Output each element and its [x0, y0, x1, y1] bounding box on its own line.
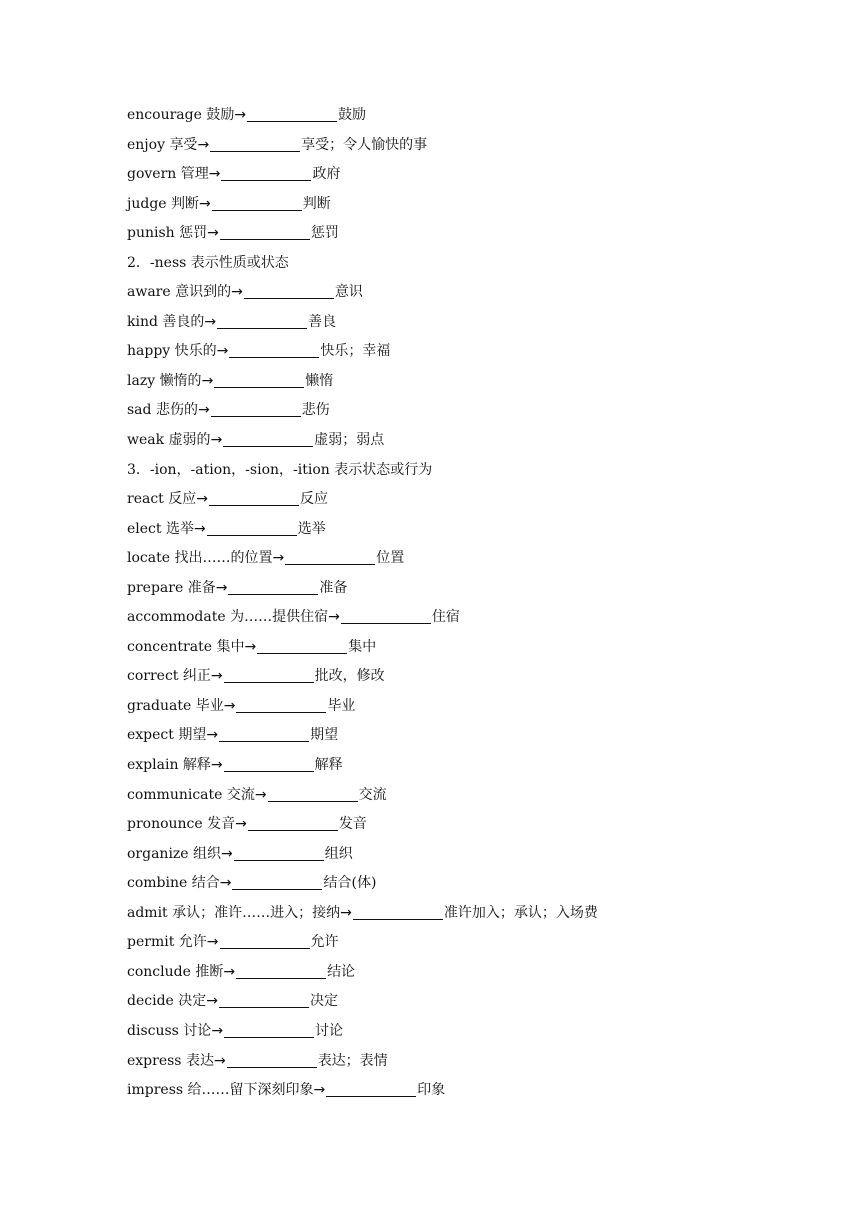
arrow-icon: →	[210, 668, 223, 685]
derived-meaning: 解释	[314, 757, 343, 774]
vocab-meaning: 推断	[195, 963, 224, 980]
vocab-word: judge	[127, 195, 167, 212]
vocab-word: correct	[127, 668, 179, 685]
vocab-meaning: 承认；准许……进入；接纳	[172, 904, 341, 921]
arrow-icon: →	[231, 284, 243, 301]
derived-meaning: 组织	[324, 845, 353, 862]
arrow-icon: →	[272, 550, 285, 567]
arrow-icon: →	[210, 757, 223, 774]
arrow-icon: →	[234, 107, 247, 123]
answer-blank[interactable]	[326, 1095, 416, 1097]
answer-blank[interactable]	[268, 800, 358, 802]
derived-meaning: 表达；表情	[317, 1052, 388, 1069]
vocab-meaning: 快乐的	[174, 343, 217, 360]
vocab-word: aware	[127, 284, 171, 301]
vocab-word: impress	[127, 1082, 184, 1099]
vocab-word: discuss	[127, 1022, 179, 1039]
arrow-icon: →	[223, 963, 236, 980]
vocab-meaning: 讨论	[183, 1022, 212, 1039]
answer-blank[interactable]	[229, 356, 319, 358]
vocab-meaning: 结合	[191, 875, 220, 892]
answer-blank[interactable]	[223, 445, 313, 447]
derived-meaning: 善良	[308, 313, 337, 330]
vocab-word: prepare	[127, 579, 184, 596]
answer-blank[interactable]	[224, 681, 314, 683]
derived-meaning: 虚弱；弱点	[314, 432, 385, 449]
vocab-item	[127, 131, 820, 161]
vocab-meaning: 悲伤的	[155, 402, 198, 419]
answer-blank[interactable]	[341, 622, 431, 624]
vocab-meaning: 善良的	[162, 313, 205, 330]
vocab-word: communicate	[127, 786, 223, 803]
arrow-icon: →	[244, 638, 257, 655]
section-heading-text: 2．-ness 表示性质或状态	[127, 254, 289, 271]
arrow-icon: →	[201, 372, 214, 389]
vocab-item	[127, 160, 820, 190]
vocab-word: punish	[127, 225, 175, 242]
arrow-icon: →	[254, 786, 267, 803]
answer-blank[interactable]	[244, 297, 334, 299]
arrow-icon: →	[208, 166, 221, 183]
arrow-icon: →	[219, 875, 232, 892]
section-heading	[127, 456, 820, 486]
answer-blank[interactable]	[220, 238, 310, 240]
vocab-meaning: 交流	[226, 786, 255, 803]
answer-blank[interactable]	[217, 327, 307, 329]
answer-blank[interactable]	[234, 859, 324, 861]
answer-blank[interactable]	[210, 150, 300, 152]
arrow-icon: →	[207, 225, 219, 242]
derived-meaning: 批改，修改	[314, 668, 385, 685]
derived-meaning: 讨论	[315, 1022, 344, 1039]
answer-blank[interactable]	[257, 652, 347, 654]
vocab-word: elect	[127, 520, 162, 537]
derived-meaning: 快乐；幸福	[320, 343, 391, 360]
vocab-item	[127, 190, 820, 220]
arrow-icon: →	[216, 343, 229, 360]
answer-blank[interactable]	[353, 918, 443, 920]
answer-blank[interactable]	[285, 563, 375, 565]
derived-meaning: 结论	[327, 963, 356, 980]
vocab-meaning: 期望	[178, 727, 207, 744]
vocab-item	[127, 396, 820, 426]
vocab-item	[127, 1017, 820, 1047]
vocab-item	[127, 751, 820, 781]
vocab-meaning: 纠正	[182, 668, 211, 685]
answer-blank[interactable]	[219, 1006, 309, 1008]
vocab-word: react	[127, 491, 164, 508]
vocab-item	[127, 810, 820, 840]
vocab-meaning: 集中	[216, 638, 245, 655]
vocab-word: explain	[127, 757, 179, 774]
vocab-item	[127, 721, 820, 751]
answer-blank[interactable]	[224, 770, 314, 772]
exercise-page	[127, 101, 820, 1106]
vocab-item	[127, 515, 820, 545]
answer-blank[interactable]	[211, 415, 301, 417]
vocab-item	[127, 633, 820, 663]
vocab-item	[127, 869, 820, 899]
vocab-word: weak	[127, 432, 165, 449]
answer-blank[interactable]	[209, 504, 299, 506]
arrow-icon: →	[199, 195, 211, 212]
vocab-word: organize	[127, 845, 189, 862]
derived-meaning: 结合(体)	[323, 875, 377, 892]
derived-meaning: 享受；令人愉快的事	[301, 136, 428, 153]
arrow-icon: →	[221, 845, 233, 862]
vocab-word: govern	[127, 166, 177, 183]
vocab-meaning: 判断	[171, 195, 200, 212]
derived-meaning: 选举	[297, 520, 326, 537]
vocab-item	[127, 692, 820, 722]
arrow-icon: →	[206, 727, 219, 744]
answer-blank[interactable]	[207, 534, 297, 536]
vocab-word: combine	[127, 875, 188, 892]
arrow-icon: →	[193, 520, 206, 537]
vocab-item	[127, 928, 820, 958]
vocab-word: admit	[127, 904, 168, 921]
arrow-icon: →	[196, 491, 208, 508]
vocab-item	[127, 1047, 820, 1077]
section-heading	[127, 249, 820, 279]
derived-meaning: 毕业	[327, 697, 356, 714]
answer-blank[interactable]	[236, 977, 326, 979]
arrow-icon: →	[340, 904, 352, 921]
vocab-meaning: 允许	[178, 934, 207, 951]
vocab-item	[127, 426, 820, 456]
vocab-word: lazy	[127, 372, 156, 389]
arrow-icon: →	[235, 816, 247, 833]
vocab-word: accommodate	[127, 609, 226, 626]
vocab-item	[127, 367, 820, 397]
derived-meaning: 意识	[334, 284, 363, 301]
vocab-item	[127, 101, 820, 131]
derived-meaning: 位置	[376, 550, 405, 567]
answer-blank[interactable]	[224, 1036, 314, 1038]
arrow-icon: →	[215, 579, 228, 596]
vocab-meaning: 选举	[165, 520, 194, 537]
answer-blank[interactable]	[221, 179, 311, 181]
arrow-icon: →	[204, 313, 217, 330]
vocab-meaning: 解释	[182, 757, 211, 774]
vocab-item	[127, 278, 820, 308]
derived-meaning: 住宿	[431, 609, 460, 626]
arrow-icon: →	[313, 1082, 326, 1099]
derived-meaning: 反应	[299, 491, 328, 508]
vocab-word: enjoy	[127, 136, 165, 153]
vocab-word: express	[127, 1052, 182, 1069]
vocab-meaning: 准备	[187, 579, 216, 596]
derived-meaning: 集中	[348, 638, 377, 655]
derived-meaning: 发音	[338, 816, 367, 833]
vocab-meaning: 鼓励	[206, 107, 235, 123]
vocab-item	[127, 337, 820, 367]
answer-blank[interactable]	[220, 947, 310, 949]
vocab-word: expect	[127, 727, 174, 744]
arrow-icon: →	[210, 432, 223, 449]
vocab-word: concentrate	[127, 638, 213, 655]
vocab-word: graduate	[127, 697, 192, 714]
vocab-meaning: 享受	[169, 136, 198, 153]
vocab-item	[127, 662, 820, 692]
vocab-item	[127, 1076, 820, 1106]
vocab-item	[127, 781, 820, 811]
vocab-item	[127, 219, 820, 249]
answer-blank[interactable]	[227, 1066, 317, 1068]
derived-meaning: 准备	[319, 579, 348, 596]
arrow-icon: →	[328, 609, 340, 626]
answer-blank[interactable]	[248, 829, 338, 831]
vocab-word: pronounce	[127, 816, 203, 833]
answer-blank[interactable]	[247, 120, 337, 122]
vocab-item	[127, 603, 820, 633]
vocab-meaning: 为……提供住宿	[230, 609, 329, 626]
vocab-meaning: 惩罚	[179, 225, 208, 242]
vocab-meaning: 虚弱的	[168, 432, 211, 449]
vocab-meaning: 意识到的	[175, 284, 232, 301]
answer-blank[interactable]	[219, 740, 309, 742]
derived-meaning: 决定	[310, 993, 338, 1010]
arrow-icon: →	[211, 1022, 224, 1039]
answer-blank[interactable]	[236, 711, 326, 713]
derived-meaning: 判断	[302, 195, 331, 212]
vocab-meaning: 反应	[168, 491, 197, 508]
arrow-icon: →	[197, 136, 210, 153]
derived-meaning: 悲伤	[301, 402, 330, 419]
derived-meaning: 懒惰	[305, 372, 334, 389]
vocab-meaning: 找出……的位置	[174, 550, 273, 567]
vocab-item	[127, 544, 820, 574]
vocab-word: decide	[127, 993, 174, 1010]
vocab-word: conclude	[127, 963, 191, 980]
vocab-meaning: 决定	[178, 993, 207, 1010]
derived-meaning: 交流	[358, 786, 387, 803]
arrow-icon: →	[197, 402, 210, 419]
arrow-icon: →	[206, 993, 218, 1010]
derived-meaning: 印象	[417, 1082, 446, 1099]
derived-meaning: 惩罚	[310, 225, 339, 242]
answer-blank[interactable]	[212, 209, 302, 211]
vocab-meaning: 组织	[193, 845, 222, 862]
arrow-icon: →	[206, 934, 219, 951]
arrow-icon: →	[213, 1052, 226, 1069]
vocab-meaning: 给……留下深刻印象	[187, 1082, 314, 1099]
derived-meaning: 鼓励	[338, 107, 367, 123]
vocab-item	[127, 308, 820, 338]
vocab-meaning: 发音	[207, 816, 236, 833]
section-heading-text: 3．-ion，-ation，-sion，-ition 表示状态或行为	[127, 461, 433, 478]
vocab-item	[127, 987, 820, 1017]
vocab-word: locate	[127, 550, 171, 567]
vocab-meaning: 表达	[185, 1052, 214, 1069]
vocab-word: encourage	[127, 107, 202, 123]
vocab-word: kind	[127, 313, 158, 330]
answer-blank[interactable]	[228, 593, 318, 595]
vocab-item	[127, 899, 820, 929]
derived-meaning: 允许	[310, 934, 339, 951]
derived-meaning: 政府	[312, 166, 341, 183]
vocab-meaning: 懒惰的	[159, 372, 202, 389]
vocab-word: sad	[127, 402, 152, 419]
vocab-word: permit	[127, 934, 175, 951]
vocab-item	[127, 958, 820, 988]
answer-blank[interactable]	[214, 386, 304, 388]
derived-meaning: 期望	[310, 727, 339, 744]
derived-meaning: 准许加入；承认；入场费	[443, 904, 598, 921]
vocab-item	[127, 840, 820, 870]
vocab-word: happy	[127, 343, 171, 360]
answer-blank[interactable]	[232, 888, 322, 890]
arrow-icon: →	[223, 697, 236, 714]
vocab-meaning: 管理	[180, 166, 209, 183]
vocab-meaning: 毕业	[195, 697, 224, 714]
vocab-item	[127, 574, 820, 604]
vocab-item	[127, 485, 820, 515]
